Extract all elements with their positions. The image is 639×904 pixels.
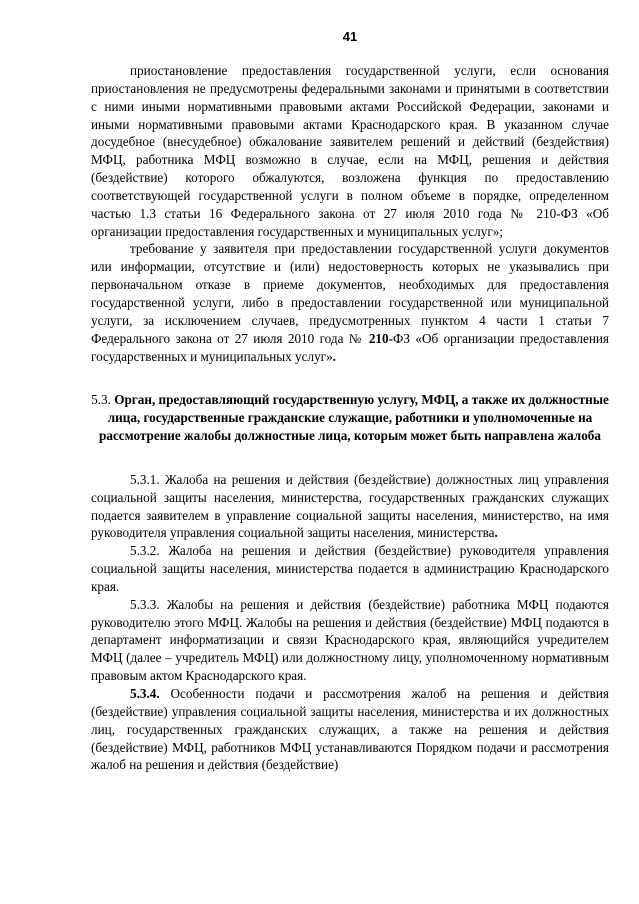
page-number: 41 (342, 29, 358, 44)
paragraph-document-requirement (91, 240, 609, 365)
section-heading (91, 391, 609, 445)
subsection-5-3-1-text: 5.3.1. Жалоба на решения и действия (бездействие) должностных лиц управления социальной защиты населения, министерства, государственных гражданских служащих подается заявителем в управление социальной защиты населения, министерство, на имя руководителя управления социальной защиты населения, министерства (91, 471, 609, 541)
document-body (91, 62, 609, 774)
law-number-bold: 210- (368, 330, 393, 346)
subsection-5-3-4-number: 5.3.4. (130, 686, 160, 701)
paragraph-end-mark: . (332, 348, 336, 364)
subsection-5-3-4 (91, 685, 609, 774)
section-number: 5.3. (91, 392, 111, 408)
law-title-text: ФЗ «Об организации предоставления государственных и муниципальных услуг» (91, 330, 609, 364)
section-title: Орган, предоставляющий государственную услугу, МФЦ, а также их должностные лица, государственные гражданские служащие, работники и уполномоченные на рассмотрение жалобы должностные лица, которым может быть направлена жалоба (99, 392, 609, 444)
subsection-5-3-1-end: . (494, 525, 498, 541)
paragraph-document-requirement-text: требование у заявителя при предоставлении государственной услуги документов или информации, отсутствие и (или) недостоверность которых не указывались при первоначальном отказе в приеме документов, необходимых для предоставления государственной услуги, либо в предоставлении государственной или муниципальной услуги, за исключением случаев, предусмотренных пунктом 4 части 1 статьи 7 Федерального закона от 27 июля 2010 года № (91, 241, 609, 346)
subsection-5-3-3: 5.3.3. Жалобы на решения и действия (бездействие) работника МФЦ подаются руководителю этого МФЦ. Жалобы на решения и действия (бездействие) МФЦ подаются в департамент информатизации и связи Краснодарского края, являющийся учредителем МФЦ (далее – учредитель МФЦ) или должностному лицу, уполномоченному нормативным правовым актом Краснодарского края. (91, 596, 609, 684)
subsection-5-3-2: 5.3.2. Жалоба на решения и действия (бездействие) руководителя управления социальной защиты населения, министерства подается в администрацию Краснодарского края. (91, 543, 609, 594)
paragraph-suspension-grounds: приостановление предоставления государственной услуги, если основания приостановления не предусмотрены федеральными законами и принятыми в соответствии с ними иными нормативными правовыми актами Российской Федерации, законами и иными нормативными правовыми актами Краснодарского края. В указанном случае досудебное (внесудебное) обжалование заявителем решений и действий (бездействия) МФЦ, работника МФЦ возможно в случае, если на МФЦ, решения и действия (бездействие) которого обжалуются, возложена функция по предоставлению соответствующей государственной услуги в полном объеме в порядке, определенном частью 1.3 статьи 16 Федерального закона от 27 июля 2010 года № 210-ФЗ «Об организации предоставления государственных и муниципальных услуг»; (91, 63, 609, 239)
subsection-5-3-4-text: Особенности подачи и рассмотрения жалоб на решения и действия (бездействие) управления социальной защиты населения, министерства и их должностных лиц, государственных гражданских служащих, а также на решения и действия (бездействие) МФЦ, работников МФЦ устанавливаются Порядком подачи и рассмотрения жалоб на решения и действия (бездействие) (91, 686, 609, 773)
subsection-5-3-1 (91, 471, 609, 542)
